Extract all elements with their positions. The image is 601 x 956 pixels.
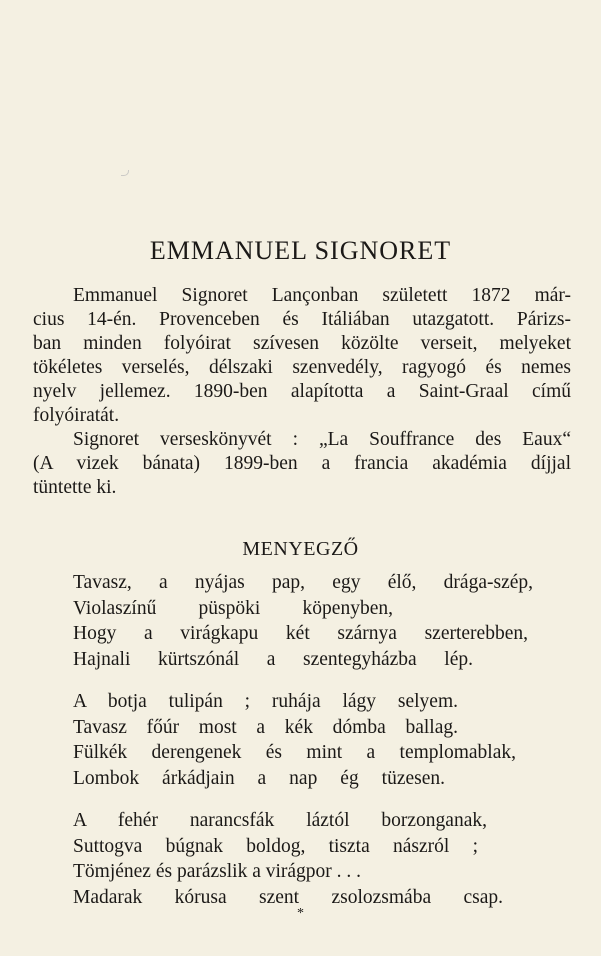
verse-line: Tavasz főúr most a kék dómba ballag. <box>73 716 458 738</box>
verse-line: Lombok árkádjain a nap ég tüzesen. <box>73 767 445 789</box>
bio-line: ban minden folyóirat szívesen közölte verseit, melyeket <box>33 333 571 354</box>
bio-line: cius 14-én. Provenceben és Itáliában utazgatott. Párizs- <box>33 309 571 330</box>
verse-line: Madarak kórusa szent zsolozsmába csap. <box>73 886 503 908</box>
verse-line: A fehér narancsfák láztól borzonganak, <box>73 810 487 831</box>
verse-line: Violaszínű püspöki köpenyben, <box>73 597 393 619</box>
poem <box>73 570 533 927</box>
stanza <box>73 570 533 672</box>
bio-line: tökéletes verselés, délszaki szenvedély, ragyogó és nemes <box>33 357 571 378</box>
biography <box>33 284 571 500</box>
verse-line: A botja tulipán ; ruhája lágy selyem. <box>73 691 458 712</box>
verse-line: Fülkék derengenek és mint a templomablak, <box>73 742 516 763</box>
bio-line: (A vizek bánata) 1899-ben a francia akadémia díjjal <box>33 453 571 474</box>
verse-line: Suttogva búgnak boldog, tiszta nászról ; <box>73 835 478 857</box>
verse-line: Hajnali kürtszónál a szentegyházba lép. <box>73 648 473 670</box>
page-title: EMMANUEL SIGNORET <box>149 236 452 265</box>
stanza <box>73 689 533 791</box>
bio-line: nyelv jellemez. 1890-ben alapította a Saint-Graal című <box>33 381 571 402</box>
asterisk-ornament: * <box>297 906 304 921</box>
bio-line: tüntette ki. <box>33 477 117 498</box>
paper-mark <box>121 170 129 176</box>
bio-line: Emmanuel Signoret Lançonban született 1872 már- <box>73 285 571 306</box>
verse-line: Hogy a virágkapu két szárnya szerterebben, <box>73 623 528 644</box>
stanza <box>73 808 533 910</box>
verse-line: Tömjénez és parázslik a virágpor . . . <box>73 861 362 882</box>
poem-title: MENYEGZŐ <box>242 538 359 560</box>
bio-line: Signoret verseskönyvét : „La Souffrance des Eaux“ <box>73 429 571 450</box>
bio-line: folyóiratát. <box>33 405 120 426</box>
verse-line: Tavasz, a nyájas pap, egy élő, drága-szép, <box>73 572 533 593</box>
